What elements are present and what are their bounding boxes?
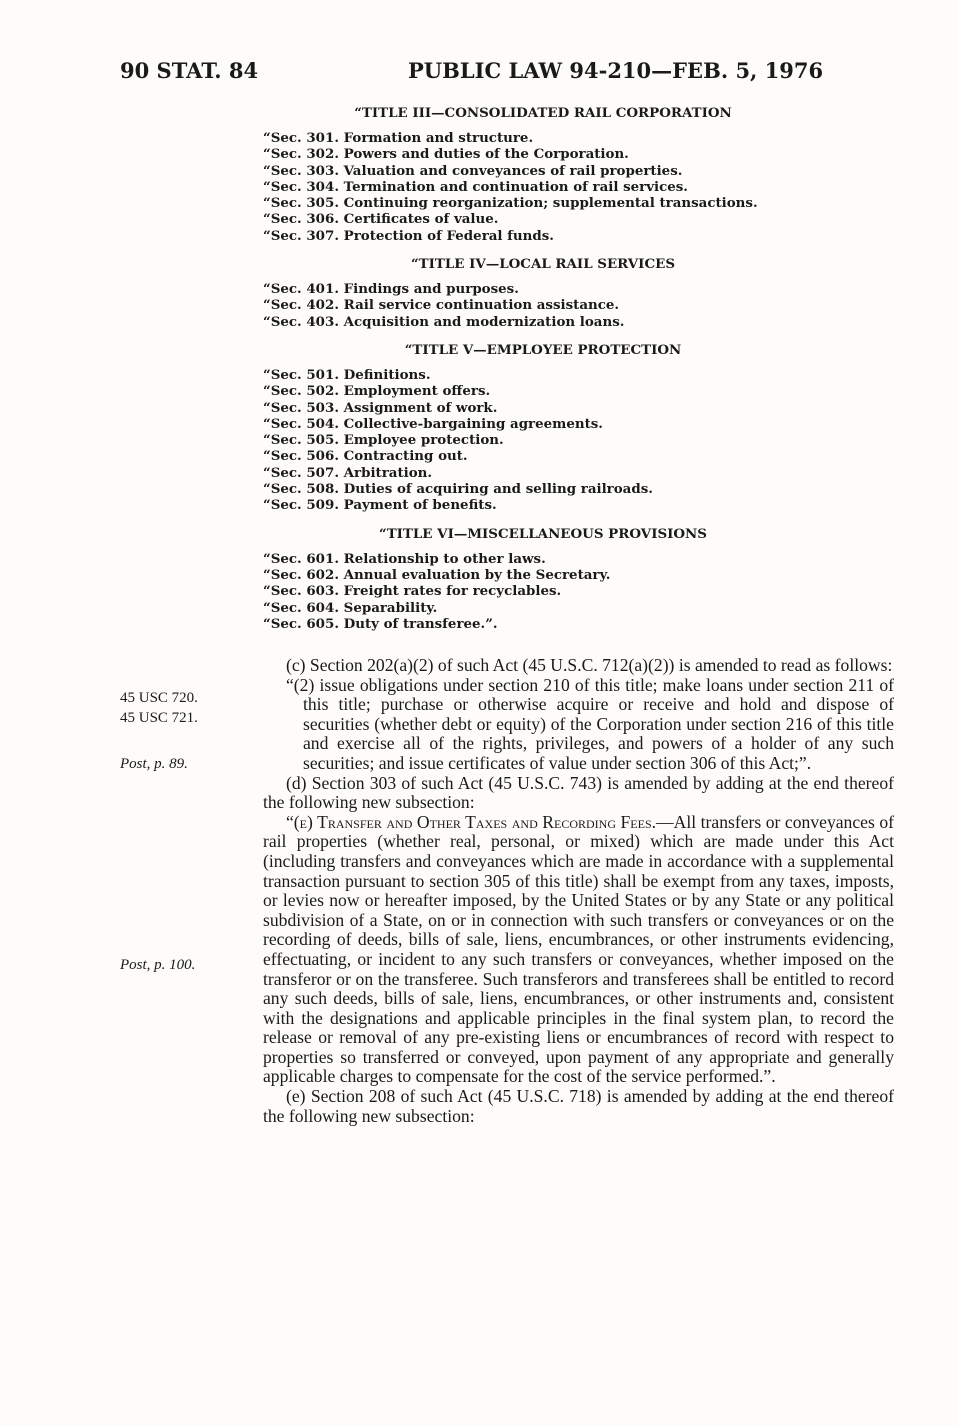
toc-section: “Sec. 604. Separability.: [263, 599, 438, 616]
toc-section: “Sec. 501. Definitions.: [263, 366, 431, 383]
toc-section: “Sec. 304. Termination and continuation of rail services.: [263, 178, 688, 195]
toc-section: “Sec. 403. Acquisition and modernization loans.: [263, 313, 625, 330]
paragraph-d: (d) Section 303 of such Act (45 U.S.C. 743) is amended by adding at the end thereof the following new subsection:: [263, 772, 894, 813]
toc-section: “Sec. 601. Relationship to other laws.: [263, 550, 546, 567]
toc-section: “Sec. 301. Formation and structure.: [263, 130, 534, 146]
toc-section: “Sec. 402. Rail service continuation assistance.: [263, 297, 620, 314]
toc-section: “Sec. 306. Certificates of value.: [263, 211, 499, 228]
toc-title-iv: [263, 255, 823, 330]
toc-title-v: [263, 341, 823, 514]
margin-note-post-100: Post, p. 100.: [120, 957, 196, 973]
table-of-contents: [263, 104, 823, 643]
toc-section: “Sec. 506. Contracting out.: [263, 448, 468, 465]
quote-paragraph-e: [263, 813, 894, 1087]
toc-section: “Sec. 508. Duties of acquiring and selling railroads.: [263, 481, 653, 498]
toc-title-iii: [263, 104, 823, 244]
body-text: [263, 656, 894, 1126]
toc-section: “Sec. 307. Protection of Federal funds.: [263, 227, 554, 244]
toc-title-heading: “TITLE IV—LOCAL RAIL SERVICES: [410, 256, 675, 273]
toc-section: “Sec. 509. Payment of benefits.: [263, 497, 497, 514]
toc-section: “Sec. 603. Freight rates for recyclables.: [263, 583, 562, 600]
toc-section: “Sec. 305. Continuing reorganization; supplemental transactions.: [263, 195, 758, 212]
toc-title-heading: “TITLE VI—MISCELLANEOUS PROVISIONS: [379, 525, 707, 542]
page-header: [0, 58, 958, 88]
margin-note-usc-720: 45 USC 720.: [120, 690, 198, 706]
toc-title-heading: “TITLE III—CONSOLIDATED RAIL CORPORATION: [354, 105, 732, 121]
stat-page-number: 90 STAT. 84: [120, 58, 259, 83]
law-title: PUBLIC LAW 94-210—FEB. 5, 1976: [408, 58, 824, 83]
toc-section: “Sec. 602. Annual evaluation by the Secretary.: [263, 566, 611, 583]
toc-title-heading: “TITLE V—EMPLOYEE PROTECTION: [404, 341, 682, 358]
quote-paragraph-2: [263, 676, 894, 774]
margin-note-usc-721: 45 USC 721.: [120, 710, 198, 726]
toc-section: “Sec. 303. Valuation and conveyances of rail properties.: [263, 162, 683, 179]
quote-e-heading: “(e) Transfer and Other Taxes and Recording Fees.: [286, 811, 657, 832]
toc-section: “Sec. 504. Collective-bargaining agreements.: [263, 415, 603, 432]
toc-section: “Sec. 503. Assignment of work.: [263, 399, 498, 416]
toc-section: “Sec. 302. Powers and duties of the Corporation.: [263, 146, 629, 163]
quote-2-text: “(2) issue obligations under section 210 of this title; make loans under section 211 of this title; purchase or otherwise acquire or receive and hold and dispose of securities (whether debt or equity) of the Corporation under section 216 of this title and exercise all of the rights, privileges, and powers of a holder of any such securities; and issue certificates of value under section 306 of this Act;”.: [286, 674, 894, 773]
toc-section: “Sec. 507. Arbitration.: [263, 464, 433, 481]
toc-section: “Sec. 605. Duty of transferee.”.: [263, 615, 498, 632]
paragraph-e: (e) Section 208 of such Act (45 U.S.C. 718) is amended by adding at the end thereof the following new subsection:: [263, 1086, 894, 1126]
margin-note-post-89: Post, p. 89.: [120, 756, 188, 772]
quote-e-text: —All transfers or conveyances of rail properties (whether real, personal, or mixed) which are made under this Act (including transfers and conveyances which are made in accordance with a supplemental transaction pursuant to section 305 of this title) shall be exempt from any taxes, imposts, or levies now or hereafter imposed, by the United States or by any State or any political subdivision of a State, on or in connection with such transfers or conveyances or on the recording of deeds, bills of sale, liens, encumbrances, or other instruments evidencing, effectuating, or incident to any such transfers or conveyances, whether imposed on the transferor or on the transferee. Such transferors and transferees shall be entitled to record any such deeds, bills of sale, liens, encumbrances, or other instruments and, consistent with the designations and applicable principles in the final system plan, to record the release or removal of any pre-existing liens or encumbrances of record with respect to properties so transferred or conveyed, upon payment of any appropriate and generally applicable charges to compensate for the cost of the service performed.”.: [263, 811, 894, 1087]
toc-section: “Sec. 502. Employment offers.: [263, 383, 491, 400]
toc-title-vi: [263, 525, 823, 632]
toc-section: “Sec. 401. Findings and purposes.: [263, 281, 519, 298]
paragraph-c: (c) Section 202(a)(2) of such Act (45 U.S.C. 712(a)(2)) is amended to read as follows:: [286, 655, 893, 675]
toc-section: “Sec. 505. Employee protection.: [263, 432, 504, 449]
